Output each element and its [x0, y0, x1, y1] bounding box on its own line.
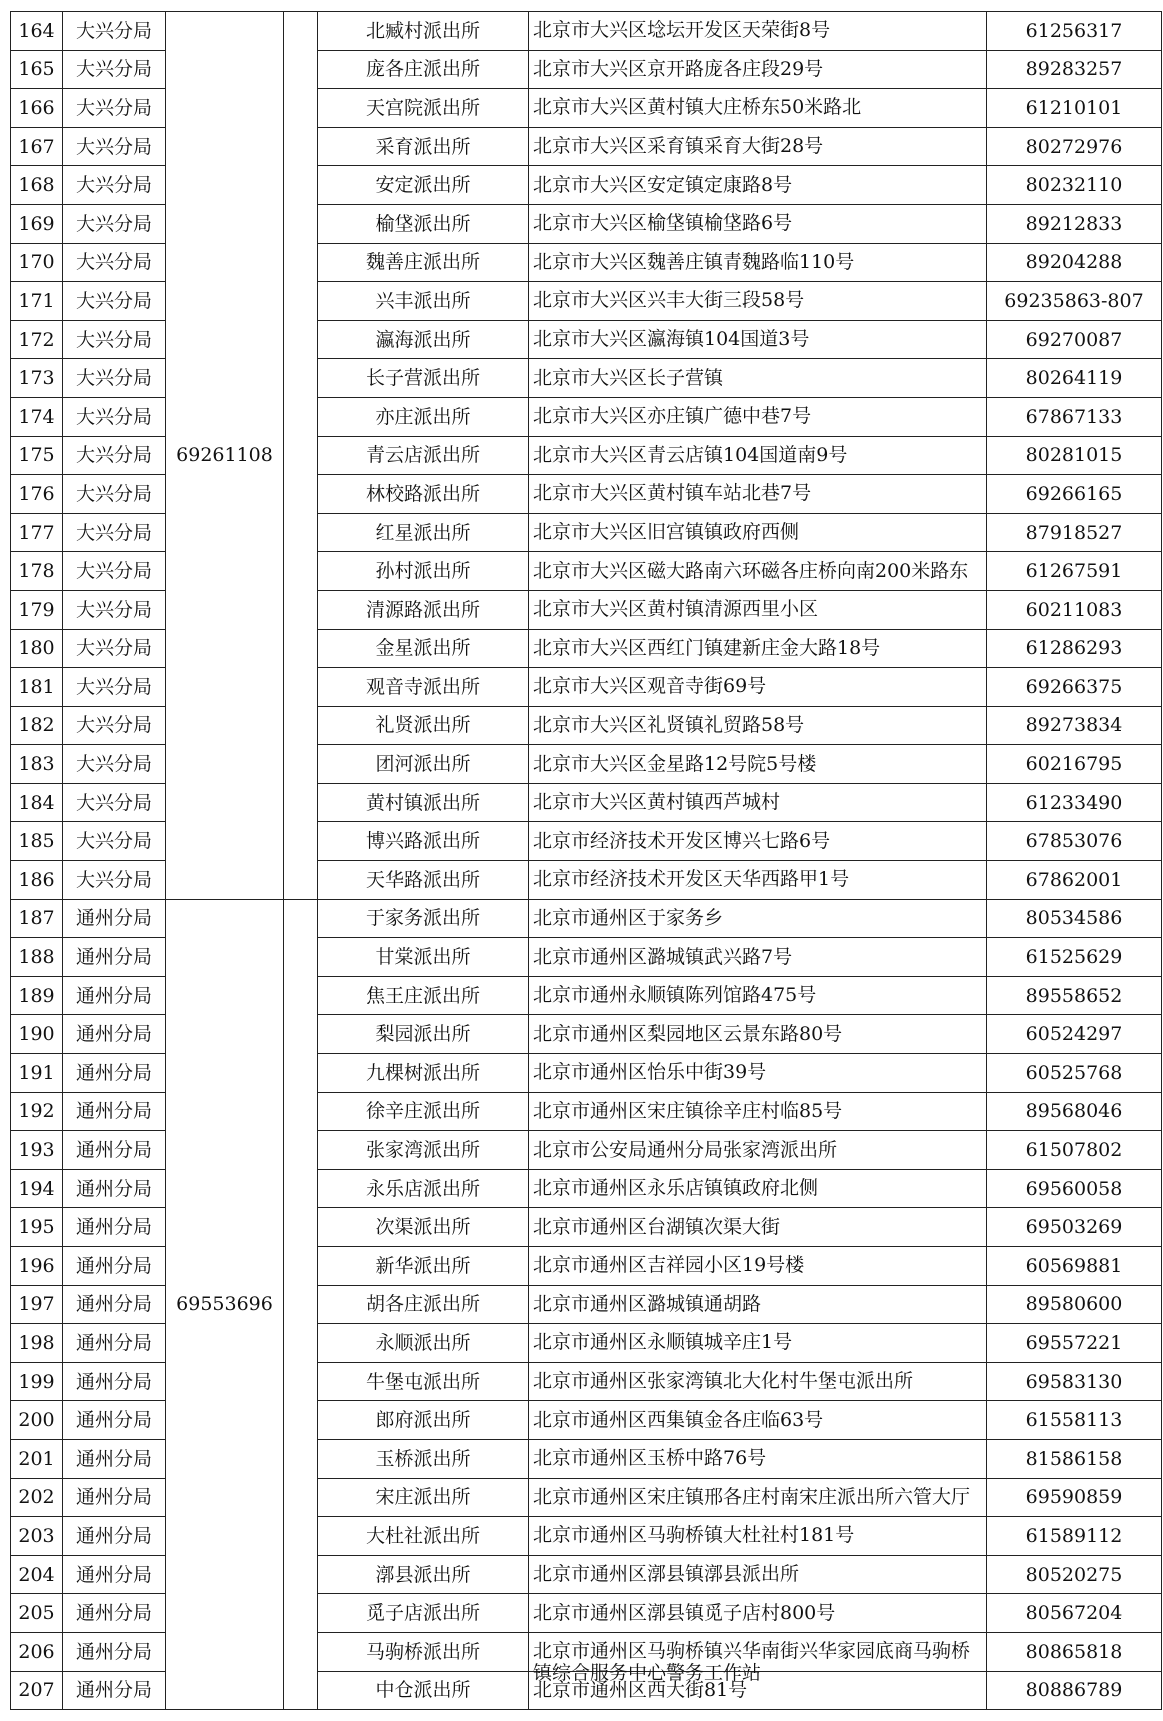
row-number: 206	[11, 1632, 63, 1671]
row-number: 172	[11, 320, 63, 359]
branch-name: 通州分局	[63, 1594, 166, 1633]
branch-name: 通州分局	[63, 1478, 166, 1517]
station-address-text: 北京市大兴区黄村镇西芦城村	[533, 791, 781, 814]
station-phone: 60525768	[987, 1054, 1162, 1093]
station-address-text: 北京市大兴区瀛海镇104国道3号	[533, 328, 810, 351]
station-name: 漷县派出所	[318, 1555, 529, 1594]
station-address	[529, 1671, 987, 1710]
station-phone: 89212833	[987, 204, 1162, 243]
station-address-text: 北京市通州区漷县镇漷县派出所	[533, 1563, 800, 1586]
station-address	[529, 1131, 987, 1170]
station-address-text: 北京市大兴区磁大路南六环磁各庄桥向南200米路东	[533, 559, 969, 582]
station-address	[529, 783, 987, 822]
station-address	[529, 12, 987, 51]
table-row	[11, 899, 1162, 938]
row-number: 198	[11, 1324, 63, 1363]
station-address-text: 北京市通州区吉祥园小区19号楼	[533, 1254, 805, 1277]
station-name: 榆垡派出所	[318, 204, 529, 243]
station-address	[529, 899, 987, 938]
station-name: 张家湾派出所	[318, 1131, 529, 1170]
station-name: 清源路派出所	[318, 590, 529, 629]
station-phone: 61286293	[987, 629, 1162, 668]
column-gap	[284, 12, 318, 900]
branch-name: 大兴分局	[63, 629, 166, 668]
station-address-text: 北京市公安局通州分局张家湾派出所	[533, 1138, 838, 1161]
station-address-text: 北京市大兴区榆垡镇榆垡路6号	[533, 212, 793, 235]
station-phone: 89273834	[987, 706, 1162, 745]
station-phone: 80232110	[987, 166, 1162, 205]
branch-name: 大兴分局	[63, 475, 166, 514]
station-name: 庞各庄派出所	[318, 50, 529, 89]
station-address	[529, 1632, 987, 1685]
branch-name: 通州分局	[63, 1285, 166, 1324]
station-name: 团河派出所	[318, 745, 529, 784]
station-name: 中仓派出所	[318, 1671, 529, 1710]
branch-phone: 69261108	[166, 12, 284, 900]
row-number: 193	[11, 1131, 63, 1170]
row-number: 179	[11, 590, 63, 629]
row-number: 178	[11, 552, 63, 591]
station-address	[529, 590, 987, 629]
station-address	[529, 1362, 987, 1401]
row-number: 202	[11, 1478, 63, 1517]
station-address-text: 北京市大兴区长子营镇	[533, 366, 724, 389]
branch-name: 大兴分局	[63, 127, 166, 166]
row-number: 166	[11, 89, 63, 128]
station-phone: 80520275	[987, 1555, 1162, 1594]
row-number: 187	[11, 899, 63, 938]
row-number: 176	[11, 475, 63, 514]
station-phone: 67867133	[987, 397, 1162, 436]
station-phone: 69235863-807	[987, 282, 1162, 321]
station-address-text: 北京市大兴区黄村镇清源西里小区	[533, 598, 819, 621]
station-address	[529, 127, 987, 166]
station-address-text: 北京市大兴区安定镇定康路8号	[533, 173, 793, 196]
row-number: 199	[11, 1362, 63, 1401]
station-address-text: 北京市通州区张家湾镇北大化村牛堡屯派出所	[533, 1370, 914, 1393]
branch-name: 大兴分局	[63, 668, 166, 707]
station-name: 马驹桥派出所	[318, 1632, 529, 1671]
station-address-text: 北京市通州区台湖镇次渠大街	[533, 1215, 781, 1238]
station-address-text: 北京市通州区漷县镇觅子店村800号	[533, 1601, 836, 1624]
station-address	[529, 822, 987, 861]
row-number: 197	[11, 1285, 63, 1324]
station-phone: 61256317	[987, 12, 1162, 51]
branch-name: 大兴分局	[63, 861, 166, 900]
branch-name: 大兴分局	[63, 50, 166, 89]
branch-name: 大兴分局	[63, 745, 166, 784]
row-number: 183	[11, 745, 63, 784]
station-name: 焦王庄派出所	[318, 976, 529, 1015]
station-address-text: 北京市大兴区青云店镇104国道南9号	[533, 443, 848, 466]
station-name: 观音寺派出所	[318, 668, 529, 707]
row-number: 204	[11, 1555, 63, 1594]
station-phone: 61233490	[987, 783, 1162, 822]
station-name: 魏善庄派出所	[318, 243, 529, 282]
branch-name: 大兴分局	[63, 513, 166, 552]
row-number: 194	[11, 1169, 63, 1208]
station-address	[529, 89, 987, 128]
station-name: 觅子店派出所	[318, 1594, 529, 1633]
branch-name: 通州分局	[63, 1324, 166, 1363]
branch-name: 大兴分局	[63, 436, 166, 475]
station-name: 郎府派出所	[318, 1401, 529, 1440]
station-address-text: 北京市大兴区西红门镇建新庄金大路18号	[533, 636, 881, 659]
station-address	[529, 1208, 987, 1247]
station-address-text: 北京市大兴区采育镇采育大街28号	[533, 135, 824, 158]
branch-name: 通州分局	[63, 1169, 166, 1208]
station-address	[529, 745, 987, 784]
branch-name: 大兴分局	[63, 359, 166, 398]
station-address	[529, 397, 987, 436]
station-address-text: 北京市大兴区魏善庄镇青魏路临110号	[533, 250, 855, 273]
station-address	[529, 359, 987, 398]
station-address-text: 北京市通州区永乐店镇镇政府北侧	[533, 1177, 819, 1200]
station-address-text: 北京市通州区马驹桥镇大杜社村181号	[533, 1524, 855, 1547]
station-address-text: 北京市大兴区京开路庞各庄段29号	[533, 57, 824, 80]
station-address	[529, 1285, 987, 1324]
station-address-text: 北京市通州永顺镇陈列馆路475号	[533, 984, 817, 1007]
branch-name: 大兴分局	[63, 552, 166, 591]
station-name: 林校路派出所	[318, 475, 529, 514]
station-address	[529, 1401, 987, 1440]
station-phone: 80264119	[987, 359, 1162, 398]
station-address	[529, 629, 987, 668]
branch-name: 通州分局	[63, 938, 166, 977]
station-name: 牛堡屯派出所	[318, 1362, 529, 1401]
station-phone: 69266375	[987, 668, 1162, 707]
station-phone: 89558652	[987, 976, 1162, 1015]
police-station-table	[10, 11, 1162, 1710]
station-address	[529, 1439, 987, 1478]
row-number: 171	[11, 282, 63, 321]
row-number: 196	[11, 1247, 63, 1286]
station-phone: 80281015	[987, 436, 1162, 475]
table-row	[11, 12, 1162, 51]
station-phone: 69557221	[987, 1324, 1162, 1363]
branch-name: 大兴分局	[63, 590, 166, 629]
station-address-text: 北京市通州区于家务乡	[533, 906, 724, 929]
station-address-text: 北京市大兴区黄村镇车站北巷7号	[533, 482, 812, 505]
station-phone: 80567204	[987, 1594, 1162, 1633]
row-number: 190	[11, 1015, 63, 1054]
station-address-text: 北京市大兴区旧宫镇镇政府西侧	[533, 521, 800, 544]
branch-name: 大兴分局	[63, 243, 166, 282]
station-address	[529, 166, 987, 205]
station-phone: 61525629	[987, 938, 1162, 977]
station-address-text: 北京市通州区玉桥中路76号	[533, 1447, 767, 1470]
branch-name: 大兴分局	[63, 282, 166, 321]
row-number: 186	[11, 861, 63, 900]
station-address	[529, 243, 987, 282]
branch-name: 通州分局	[63, 1092, 166, 1131]
station-phone: 61210101	[987, 89, 1162, 128]
station-address-text: 北京市经济技术开发区博兴七路6号	[533, 829, 831, 852]
station-address-text: 北京市经济技术开发区天华西路甲1号	[533, 868, 850, 891]
station-address	[529, 552, 987, 591]
station-name: 九棵树派出所	[318, 1054, 529, 1093]
row-number: 203	[11, 1517, 63, 1556]
station-name: 金星派出所	[318, 629, 529, 668]
station-name: 于家务派出所	[318, 899, 529, 938]
row-number: 167	[11, 127, 63, 166]
station-name: 北臧村派出所	[318, 12, 529, 51]
row-number: 173	[11, 359, 63, 398]
row-number: 182	[11, 706, 63, 745]
station-name: 玉桥派出所	[318, 1439, 529, 1478]
branch-name: 大兴分局	[63, 706, 166, 745]
station-address-text: 北京市大兴区礼贤镇礼贸路58号	[533, 713, 805, 736]
station-name: 永乐店派出所	[318, 1169, 529, 1208]
station-phone: 69270087	[987, 320, 1162, 359]
branch-name: 通州分局	[63, 1362, 166, 1401]
station-address	[529, 1555, 987, 1594]
row-number: 188	[11, 938, 63, 977]
branch-name: 大兴分局	[63, 89, 166, 128]
row-number: 180	[11, 629, 63, 668]
branch-name: 通州分局	[63, 1247, 166, 1286]
station-name: 孙村派出所	[318, 552, 529, 591]
station-name: 徐辛庄派出所	[318, 1092, 529, 1131]
station-address	[529, 976, 987, 1015]
station-address-text: 北京市通州区宋庄镇邢各庄村南宋庄派出所六管大厅	[533, 1485, 971, 1508]
station-name: 兴丰派出所	[318, 282, 529, 321]
row-number: 177	[11, 513, 63, 552]
station-name: 甘棠派出所	[318, 938, 529, 977]
station-phone: 61507802	[987, 1131, 1162, 1170]
station-address-text: 北京市大兴区观音寺街69号	[533, 675, 767, 698]
station-name: 新华派出所	[318, 1247, 529, 1286]
row-number: 189	[11, 976, 63, 1015]
station-phone: 89568046	[987, 1092, 1162, 1131]
row-number: 200	[11, 1401, 63, 1440]
row-number: 181	[11, 668, 63, 707]
station-phone: 80886789	[987, 1671, 1162, 1710]
station-address	[529, 475, 987, 514]
station-name: 大杜社派出所	[318, 1517, 529, 1556]
branch-name: 通州分局	[63, 1208, 166, 1247]
station-phone: 67853076	[987, 822, 1162, 861]
station-name: 胡各庄派出所	[318, 1285, 529, 1324]
station-phone: 87918527	[987, 513, 1162, 552]
station-name: 红星派出所	[318, 513, 529, 552]
column-gap	[284, 899, 318, 1709]
station-phone: 69560058	[987, 1169, 1162, 1208]
table-body	[11, 12, 1162, 1710]
row-number: 168	[11, 166, 63, 205]
station-name: 瀛海派出所	[318, 320, 529, 359]
station-address	[529, 1015, 987, 1054]
station-address	[529, 1594, 987, 1633]
row-number: 185	[11, 822, 63, 861]
station-address	[529, 1324, 987, 1363]
station-address-text: 北京市通州区马驹桥镇兴华南街兴华家园底商马驹桥镇综合服务中心警务工作站	[533, 1640, 971, 1685]
station-name: 青云店派出所	[318, 436, 529, 475]
station-address	[529, 861, 987, 900]
station-phone: 69583130	[987, 1362, 1162, 1401]
branch-name: 大兴分局	[63, 783, 166, 822]
branch-name: 通州分局	[63, 1131, 166, 1170]
station-address	[529, 1517, 987, 1556]
branch-phone: 69553696	[166, 899, 284, 1709]
station-address-text: 北京市大兴区亦庄镇广德中巷7号	[533, 405, 812, 428]
row-number: 207	[11, 1671, 63, 1710]
police-station-table-page	[10, 11, 1162, 1710]
branch-name: 通州分局	[63, 1517, 166, 1556]
station-phone: 81586158	[987, 1439, 1162, 1478]
station-name: 采育派出所	[318, 127, 529, 166]
station-address-text: 北京市通州区西集镇金各庄临63号	[533, 1408, 824, 1431]
branch-name: 通州分局	[63, 1439, 166, 1478]
station-address-text: 北京市大兴区黄村镇大庄桥东50米路北	[533, 96, 862, 119]
row-number: 184	[11, 783, 63, 822]
station-phone: 69590859	[987, 1478, 1162, 1517]
station-address-text: 北京市通州区梨园地区云景东路80号	[533, 1022, 843, 1045]
branch-name: 大兴分局	[63, 204, 166, 243]
station-address-text: 北京市大兴区金星路12号院5号楼	[533, 752, 817, 775]
row-number: 169	[11, 204, 63, 243]
row-number: 205	[11, 1594, 63, 1633]
station-name: 天宫院派出所	[318, 89, 529, 128]
row-number: 174	[11, 397, 63, 436]
station-phone: 89580600	[987, 1285, 1162, 1324]
station-address	[529, 204, 987, 243]
station-name: 天华路派出所	[318, 861, 529, 900]
station-name: 梨园派出所	[318, 1015, 529, 1054]
station-name: 亦庄派出所	[318, 397, 529, 436]
station-phone: 61589112	[987, 1517, 1162, 1556]
station-phone: 60216795	[987, 745, 1162, 784]
station-address	[529, 50, 987, 89]
station-address-text: 北京市大兴区埝坛开发区天荣街8号	[533, 19, 831, 42]
station-name: 永顺派出所	[318, 1324, 529, 1363]
branch-name: 通州分局	[63, 1401, 166, 1440]
station-address-text: 北京市通州区怡乐中街39号	[533, 1061, 767, 1084]
station-address	[529, 1092, 987, 1131]
station-address	[529, 938, 987, 977]
branch-name: 通州分局	[63, 1015, 166, 1054]
station-name: 长子营派出所	[318, 359, 529, 398]
station-address	[529, 436, 987, 475]
station-phone: 69503269	[987, 1208, 1162, 1247]
branch-name: 大兴分局	[63, 822, 166, 861]
station-address	[529, 1247, 987, 1286]
station-address-text: 北京市通州区潞城镇武兴路7号	[533, 945, 793, 968]
station-name: 博兴路派出所	[318, 822, 529, 861]
station-name: 安定派出所	[318, 166, 529, 205]
branch-name: 通州分局	[63, 899, 166, 938]
station-address-text: 北京市通州区宋庄镇徐辛庄村临85号	[533, 1099, 843, 1122]
station-address-text: 北京市通州区永顺镇城辛庄1号	[533, 1331, 793, 1354]
station-name: 次渠派出所	[318, 1208, 529, 1247]
branch-name: 通州分局	[63, 976, 166, 1015]
row-number: 165	[11, 50, 63, 89]
row-number: 164	[11, 12, 63, 51]
branch-name: 大兴分局	[63, 166, 166, 205]
branch-name: 通州分局	[63, 1054, 166, 1093]
station-phone: 61267591	[987, 552, 1162, 591]
station-phone: 60211083	[987, 590, 1162, 629]
row-number: 175	[11, 436, 63, 475]
branch-name: 大兴分局	[63, 320, 166, 359]
station-address-text: 北京市通州区西大街81号	[533, 1678, 748, 1701]
station-phone: 69266165	[987, 475, 1162, 514]
station-name: 黄村镇派出所	[318, 783, 529, 822]
row-number: 191	[11, 1054, 63, 1093]
branch-name: 大兴分局	[63, 397, 166, 436]
branch-name: 通州分局	[63, 1671, 166, 1710]
station-name: 宋庄派出所	[318, 1478, 529, 1517]
station-name: 礼贤派出所	[318, 706, 529, 745]
station-address	[529, 320, 987, 359]
station-address	[529, 706, 987, 745]
station-phone: 80534586	[987, 899, 1162, 938]
station-address	[529, 1169, 987, 1208]
station-address	[529, 282, 987, 321]
row-number: 170	[11, 243, 63, 282]
station-phone: 80865818	[987, 1632, 1162, 1671]
row-number: 192	[11, 1092, 63, 1131]
branch-name: 通州分局	[63, 1555, 166, 1594]
station-phone: 60524297	[987, 1015, 1162, 1054]
branch-name: 通州分局	[63, 1632, 166, 1671]
station-address-text: 北京市通州区潞城镇通胡路	[533, 1292, 762, 1315]
station-phone: 60569881	[987, 1247, 1162, 1286]
station-phone: 89204288	[987, 243, 1162, 282]
station-phone: 61558113	[987, 1401, 1162, 1440]
row-number: 195	[11, 1208, 63, 1247]
station-phone: 89283257	[987, 50, 1162, 89]
station-phone: 80272976	[987, 127, 1162, 166]
station-address	[529, 668, 987, 707]
station-address-text: 北京市大兴区兴丰大街三段58号	[533, 289, 805, 312]
station-address	[529, 513, 987, 552]
row-number: 201	[11, 1439, 63, 1478]
station-address	[529, 1054, 987, 1093]
station-phone: 67862001	[987, 861, 1162, 900]
branch-name: 大兴分局	[63, 12, 166, 51]
station-address	[529, 1478, 987, 1517]
